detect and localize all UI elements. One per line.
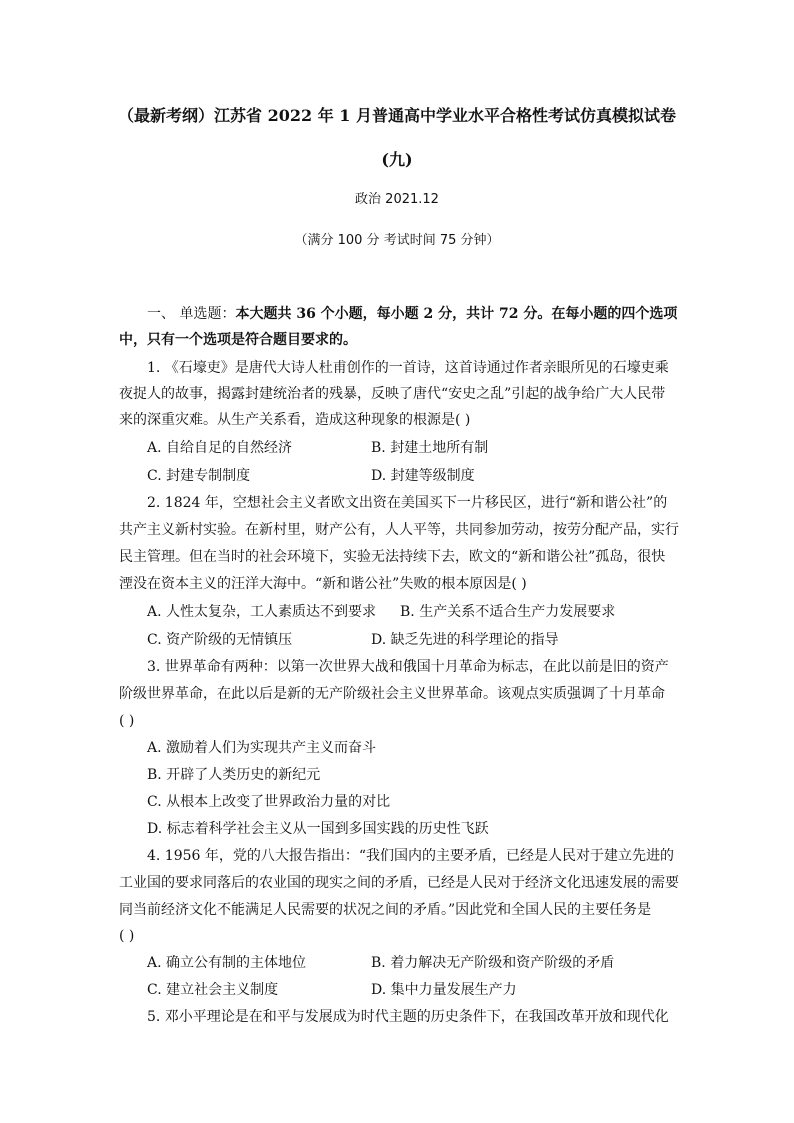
- subject-date: 政治 2021.12: [355, 192, 439, 207]
- section-heading-line-2: [119, 330, 679, 350]
- question-2-option-c: C. 资产阶级的无情镇压: [147, 632, 293, 648]
- question-4-option-c: C. 建立社会主义制度: [147, 982, 279, 998]
- question-4-option-d: D. 集中力量发展生产力: [371, 982, 517, 998]
- question-4-line: 工业国的要求同落后的农业国的现实之间的矛盾，已经是人民对于经济文化迅速发展的需要: [119, 875, 679, 891]
- exam-title-number: (九): [381, 150, 413, 169]
- question-3-line: 阶级世界革命，在此以后是新的无产阶级社会主义世界革命。该观点实质强调了十月革命: [119, 686, 665, 702]
- question-4-line: 4. 1956 年，党的八大报告指出：“我们国内的主要矛盾，已经是人民对于建立先进的: [147, 848, 675, 864]
- section-heading-line-1: [147, 304, 707, 324]
- section-instructions: 本大题共 36 个小题，每小题 2 分，共计 72 分。在每小题的四个选项: [235, 306, 678, 322]
- question-4-option-b: B. 着力解决无产阶级和资产阶级的矛盾: [371, 955, 615, 971]
- question-2-line: 2. 1824 年，空想社会主义者欧文出资在美国买下一片移民区，进行“新和谐公社”的: [147, 495, 668, 511]
- question-4-line: ( ): [119, 928, 135, 944]
- question-3-option-c: C. 从根本上改变了世界政治力量的对比: [147, 794, 391, 810]
- question-3-option-d: D. 标志着科学社会主义从一国到多国实践的历史性飞跃: [147, 821, 489, 837]
- question-1-option-d: D. 封建等级制度: [371, 468, 475, 484]
- question-3-option-b: B. 开辟了人类历史的新纪元: [147, 767, 321, 783]
- question-4-option-a: A. 确立公有制的主体地位: [147, 955, 307, 971]
- question-2-option-d: D. 缺乏先进的科学理论的指导: [371, 632, 559, 648]
- question-1-line: 夜捉人的故事，揭露封建统治者的残暴，反映了唐代“安史之乱”引起的战争给广大人民带: [119, 386, 666, 402]
- exam-title: （最新考纲）江苏省 2022 年 1 月普通高中学业水平合格性考试仿真模拟试卷: [118, 106, 676, 125]
- question-1-option-b: B. 封建土地所有制: [371, 440, 489, 456]
- question-2-option-a: A. 人性太复杂，工人素质达不到要求: [147, 604, 377, 620]
- question-2-option-b: B. 生产关系不适合生产力发展要求: [400, 604, 616, 620]
- question-5-line: 5. 邓小平理论是在和平与发展成为时代主题的历史条件下，在我国改革开放和现代化: [147, 1009, 669, 1025]
- question-2-line: 民主管理。但在当时的社会环境下，实验无法持续下去，欧文的“新和谐公社”孤岛，很快: [119, 549, 666, 565]
- section-prefix: 一、 单选题：: [147, 306, 236, 322]
- question-3-line: ( ): [119, 713, 135, 729]
- question-2-line: 湮没在资本主义的汪洋大海中。“新和谐公社”失败的根本原因是( ): [119, 576, 527, 592]
- question-1-line: 来的深重灾难。从生产关系看，造成这种现象的根源是( ): [119, 412, 471, 428]
- question-1-option-c: C. 封建专制制度: [147, 468, 251, 484]
- score-time-note: （满分 100 分 考试时间 75 分钟）: [294, 233, 500, 248]
- question-2-line: 共产主义新村实验。在新村里，财产公有，人人平等，共同参加劳动，按劳分配产品，实行: [119, 522, 679, 538]
- question-1-option-a: A. 自给自足的自然经济: [147, 440, 293, 456]
- section-instructions-cont: 中，只有一个选项是符合题目要求的。: [119, 332, 357, 348]
- question-1-line: 1. 《石壕吏》是唐代大诗人杜甫创作的一首诗，这首诗通过作者亲眼所见的石壕吏乘: [147, 360, 669, 376]
- question-3-option-a: A. 激励着人们为实现共产主义而奋斗: [147, 740, 377, 756]
- question-3-line: 3. 世界革命有两种：以第一次世界大战和俄国十月革命为标志，在此以前是旧的资产: [147, 659, 669, 675]
- question-4-line: 同当前经济文化不能满足人民需要的状况之间的矛盾。”因此党和全国人民的主要任务是: [119, 902, 652, 918]
